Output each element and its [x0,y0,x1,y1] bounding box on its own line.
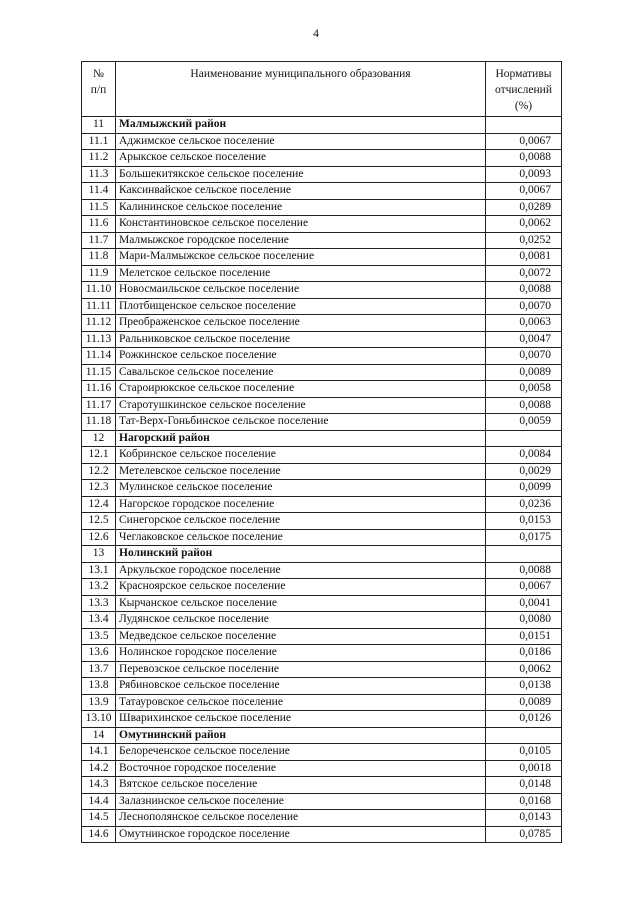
row-number: 12.5 [82,513,116,530]
table-row [82,331,562,348]
row-name: Старотушкинское сельское поселение [116,397,486,414]
row-value: 0,0105 [486,744,562,761]
row-number: 11.11 [82,298,116,315]
row-number: 12.6 [82,529,116,546]
row-value: 0,0062 [486,661,562,678]
row-name: Татауровское сельское поселение [116,694,486,711]
table-row [82,744,562,761]
row-name: Кырчанское сельское поселение [116,595,486,612]
row-number: 11.9 [82,265,116,282]
row-value: 0,0067 [486,579,562,596]
row-value: 0,0080 [486,612,562,629]
row-number: 14.3 [82,777,116,794]
header-number [82,62,116,117]
row-name: Константиновское сельское поселение [116,216,486,233]
row-value: 0,0186 [486,645,562,662]
row-number: 11.15 [82,364,116,381]
row-number: 11.2 [82,150,116,167]
row-number: 11.14 [82,348,116,365]
table-row [82,232,562,249]
row-name: Синегорское сельское поселение [116,513,486,530]
table-row [82,397,562,414]
row-number: 11.3 [82,166,116,183]
row-number: 11.17 [82,397,116,414]
table-row [82,414,562,431]
row-value [486,430,562,447]
table-row [82,133,562,150]
table-row [82,348,562,365]
row-number: 12.1 [82,447,116,464]
table-row [82,661,562,678]
row-number: 11.18 [82,414,116,431]
row-name: Белореченское сельское поселение [116,744,486,761]
table-row [82,562,562,579]
row-value: 0,0143 [486,810,562,827]
row-number: 13.3 [82,595,116,612]
row-value: 0,0088 [486,562,562,579]
table-row [82,480,562,497]
row-name: Восточное городское поселение [116,760,486,777]
row-value: 0,0236 [486,496,562,513]
page-number: 4 [313,26,319,40]
table-row [82,760,562,777]
row-value: 0,0070 [486,298,562,315]
row-number: 14.4 [82,793,116,810]
table-row [82,496,562,513]
row-name: Рябиновское сельское поселение [116,678,486,695]
table-row [82,529,562,546]
row-value [486,727,562,744]
table-row [82,315,562,332]
table-row [82,711,562,728]
row-value: 0,0029 [486,463,562,480]
row-value: 0,0252 [486,232,562,249]
row-name: Вятское сельское поселение [116,777,486,794]
row-value: 0,0153 [486,513,562,530]
district-row [82,117,562,134]
row-value: 0,0785 [486,826,562,843]
table-row [82,381,562,398]
row-name: Мари-Малмыжское сельское поселение [116,249,486,266]
row-number: 13.2 [82,579,116,596]
row-name: Чеглаковское сельское поселение [116,529,486,546]
row-number: 13.7 [82,661,116,678]
row-value [486,117,562,134]
row-value: 0,0081 [486,249,562,266]
row-name: Новосмаильское сельское поселение [116,282,486,299]
row-number: 13.8 [82,678,116,695]
table-row [82,810,562,827]
row-number: 14.5 [82,810,116,827]
row-number: 13.5 [82,628,116,645]
row-name: Нолинское городское поселение [116,645,486,662]
row-number: 11.12 [82,315,116,332]
row-number: 12.2 [82,463,116,480]
row-number: 12.3 [82,480,116,497]
row-number: 11.5 [82,199,116,216]
row-name: Савальское сельское поселение [116,364,486,381]
row-value: 0,0148 [486,777,562,794]
row-name: Медведское сельское поселение [116,628,486,645]
row-name: Аджимское сельское поселение [116,133,486,150]
header-value-line3: (%) [514,100,533,112]
header-number-line2: п/п [90,84,107,96]
row-value: 0,0088 [486,282,562,299]
row-number: 11 [82,117,116,134]
table-row [82,595,562,612]
table-row [82,826,562,843]
row-name: Калининское сельское поселение [116,199,486,216]
table-row [82,183,562,200]
row-value: 0,0059 [486,414,562,431]
row-value: 0,0067 [486,133,562,150]
table-header-row [82,62,562,117]
row-value: 0,0088 [486,150,562,167]
table-row [82,513,562,530]
row-name: Большекитякское сельское поселение [116,166,486,183]
row-name: Мелетское сельское поселение [116,265,486,282]
table-row [82,199,562,216]
table-row [82,463,562,480]
row-value: 0,0089 [486,364,562,381]
row-value: 0,0138 [486,678,562,695]
row-number: 13.1 [82,562,116,579]
row-name: Мулинское сельское поселение [116,480,486,497]
row-name: Преображенское сельское поселение [116,315,486,332]
row-name: Арыкское сельское поселение [116,150,486,167]
row-name: Перевозское сельское поселение [116,661,486,678]
row-name: Омутнинское городское поселение [116,826,486,843]
row-name: Малмыжский район [116,117,486,134]
district-row [82,546,562,563]
header-value [486,62,562,117]
table-row [82,447,562,464]
row-number: 11.7 [82,232,116,249]
table-row [82,298,562,315]
row-value: 0,0151 [486,628,562,645]
table-row [82,645,562,662]
row-name: Залазнинское сельское поселение [116,793,486,810]
row-value: 0,0093 [486,166,562,183]
table-row [82,694,562,711]
row-name: Каксинвайское сельское поселение [116,183,486,200]
row-value: 0,0072 [486,265,562,282]
row-value: 0,0063 [486,315,562,332]
district-row [82,727,562,744]
row-value: 0,0018 [486,760,562,777]
row-name: Рожкинское сельское поселение [116,348,486,365]
row-name: Кобринское сельское поселение [116,447,486,464]
table-row [82,166,562,183]
row-name: Малмыжское городское поселение [116,232,486,249]
header-number-line1: № [93,68,104,80]
row-value: 0,0067 [486,183,562,200]
table-row [82,628,562,645]
row-name: Нагорский район [116,430,486,447]
table-row [82,612,562,629]
row-name: Красноярское сельское поселение [116,579,486,596]
row-value: 0,0099 [486,480,562,497]
row-name: Шварихинское сельское поселение [116,711,486,728]
row-value: 0,0289 [486,199,562,216]
row-number: 13.9 [82,694,116,711]
row-value: 0,0070 [486,348,562,365]
row-name: Леснополянское сельское поселение [116,810,486,827]
row-value [486,546,562,563]
header-value-line1: Нормативы [495,68,552,80]
row-number: 12.4 [82,496,116,513]
row-number: 14 [82,727,116,744]
row-number: 11.10 [82,282,116,299]
deduction-norms-table-wrapper [81,61,561,843]
row-name: Тат-Верх-Гоньбинское сельское поселение [116,414,486,431]
row-value: 0,0175 [486,529,562,546]
row-value: 0,0088 [486,397,562,414]
row-number: 14.1 [82,744,116,761]
row-number: 13 [82,546,116,563]
header-name: Наименование муниципального образования [116,62,486,117]
table-row [82,678,562,695]
table-row [82,150,562,167]
row-number: 13.10 [82,711,116,728]
row-number: 11.1 [82,133,116,150]
row-name: Нолинский район [116,546,486,563]
row-name: Аркульское городское поселение [116,562,486,579]
row-value: 0,0041 [486,595,562,612]
row-number: 11.6 [82,216,116,233]
table-row [82,216,562,233]
row-value: 0,0168 [486,793,562,810]
row-name: Омутнинский район [116,727,486,744]
district-row [82,430,562,447]
deduction-norms-table [81,61,562,843]
row-number: 11.16 [82,381,116,398]
row-number: 11.13 [82,331,116,348]
row-number: 11.8 [82,249,116,266]
row-name: Ральниковское сельское поселение [116,331,486,348]
row-value: 0,0058 [486,381,562,398]
table-row [82,249,562,266]
table-row [82,364,562,381]
row-number: 13.4 [82,612,116,629]
row-value: 0,0062 [486,216,562,233]
table-row [82,579,562,596]
row-name: Плотбищенское сельское поселение [116,298,486,315]
table-row [82,265,562,282]
row-value: 0,0126 [486,711,562,728]
table-row [82,777,562,794]
header-value-line2: отчислений [495,84,552,96]
row-name: Метелевское сельское поселение [116,463,486,480]
row-number: 13.6 [82,645,116,662]
row-value: 0,0089 [486,694,562,711]
row-name: Староирюкское сельское поселение [116,381,486,398]
table-body [82,117,562,843]
row-number: 12 [82,430,116,447]
row-value: 0,0084 [486,447,562,464]
row-value: 0,0047 [486,331,562,348]
row-number: 14.2 [82,760,116,777]
row-number: 14.6 [82,826,116,843]
row-name: Лудянское сельское поселение [116,612,486,629]
row-number: 11.4 [82,183,116,200]
table-row [82,793,562,810]
table-row [82,282,562,299]
row-name: Нагорское городское поселение [116,496,486,513]
